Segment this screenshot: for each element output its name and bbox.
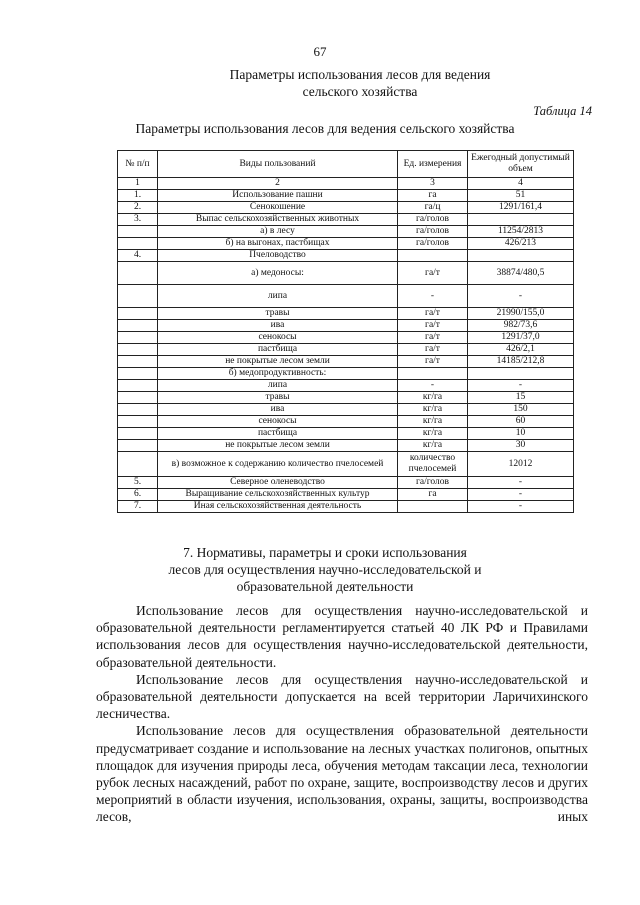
row-unit-cell: кг/га [398, 416, 468, 428]
table-row [118, 250, 574, 262]
table-row [118, 226, 574, 238]
row-volume-cell: 11254/2813 [468, 226, 574, 238]
row-volume-cell: - [468, 501, 574, 513]
row-kind-cell: липа [158, 380, 398, 392]
row-volume-cell: - [468, 380, 574, 392]
table-row [118, 262, 574, 285]
row-unit-cell: кг/га [398, 428, 468, 440]
row-volume-cell: 1291/37,0 [468, 332, 574, 344]
row-number-cell [118, 308, 158, 320]
table-row [118, 368, 574, 380]
table-row [118, 428, 574, 440]
row-number-cell: 5. [118, 477, 158, 489]
page-heading [190, 66, 530, 100]
row-unit-cell: - [398, 285, 468, 308]
row-volume-cell: 38874/480,5 [468, 262, 574, 285]
table-number-label: Таблица 14 [533, 104, 592, 118]
table-row [118, 190, 574, 202]
table-row [118, 320, 574, 332]
row-volume-cell: - [468, 477, 574, 489]
row-kind-cell: травы [158, 308, 398, 320]
row-number-cell [118, 452, 158, 477]
row-volume-cell: 426/213 [468, 238, 574, 250]
row-number-cell [118, 332, 158, 344]
paragraph-3: Использование лесов для осуществления образовательной деятельности предусматривает создание и использование на лесных участках полигонов, опытных площадок для изучения природы леса, обучения методам таксации леса, технологии рубок лесных насаждений, работ по охране, защите, воспроизводству лесов и других мероприятий в области изучения, использования, охраны, защиты, воспроизводства лесов, иных [96, 723, 588, 825]
row-number-cell: 4. [118, 250, 158, 262]
row-unit-cell: кг/га [398, 440, 468, 452]
header-unit: Ед. измерения [398, 151, 468, 178]
row-kind-cell: в) возможное к содержанию количество пчелосемей [158, 452, 398, 477]
row-number-cell: 1 [118, 178, 158, 190]
row-number-cell [118, 368, 158, 380]
row-number-cell [118, 226, 158, 238]
row-unit-cell: га/голов [398, 214, 468, 226]
table-row [118, 344, 574, 356]
row-unit-cell: га/ц [398, 202, 468, 214]
table-row [118, 308, 574, 320]
row-unit-cell: 3 [398, 178, 468, 190]
table-row [118, 501, 574, 513]
table-row [118, 285, 574, 308]
row-number-cell: 6. [118, 489, 158, 501]
table-row [118, 404, 574, 416]
row-unit-cell: га/т [398, 344, 468, 356]
row-kind-cell: Сенокошение [158, 202, 398, 214]
row-unit-cell: га/т [398, 332, 468, 344]
table-row [118, 477, 574, 489]
section-heading-line-3: образовательной деятельности [236, 579, 414, 594]
row-kind-cell: б) медопродуктивность: [158, 368, 398, 380]
table-row [118, 452, 574, 477]
section-heading-line-1: 7. Нормативы, параметры и сроки использования [183, 545, 467, 560]
row-volume-cell: 150 [468, 404, 574, 416]
row-kind-cell: ива [158, 320, 398, 332]
row-kind-cell: сенокосы [158, 416, 398, 428]
row-kind-cell: пастбища [158, 428, 398, 440]
row-kind-cell: травы [158, 392, 398, 404]
row-number-cell: 2. [118, 202, 158, 214]
row-kind-cell: Выпас сельскохозяйственных животных [158, 214, 398, 226]
row-number-cell [118, 404, 158, 416]
row-number-cell [118, 262, 158, 285]
row-volume-cell: 426/2,1 [468, 344, 574, 356]
row-unit-cell: кг/га [398, 392, 468, 404]
row-number-cell [118, 392, 158, 404]
row-volume-cell: 30 [468, 440, 574, 452]
table-row [118, 489, 574, 501]
row-number-cell [118, 440, 158, 452]
row-volume-cell: 15 [468, 392, 574, 404]
table-row [118, 440, 574, 452]
row-kind-cell: а) в лесу [158, 226, 398, 238]
row-volume-cell: - [468, 285, 574, 308]
row-kind-cell: не покрытые лесом земли [158, 356, 398, 368]
row-kind-cell: сенокосы [158, 332, 398, 344]
table-row [118, 356, 574, 368]
row-unit-cell: га/голов [398, 238, 468, 250]
row-unit-cell [398, 368, 468, 380]
row-volume-cell: - [468, 489, 574, 501]
row-unit-cell: га/т [398, 308, 468, 320]
row-unit-cell: га/т [398, 356, 468, 368]
table-body [118, 178, 574, 513]
row-unit-cell: га/т [398, 320, 468, 332]
table-caption: Параметры использования лесов для ведения сельского хозяйства [135, 121, 515, 136]
row-unit-cell [398, 250, 468, 262]
row-volume-cell [468, 368, 574, 380]
row-number-cell: 7. [118, 501, 158, 513]
row-kind-cell: а) медоносы: [158, 262, 398, 285]
row-kind-cell: Использование пашни [158, 190, 398, 202]
row-kind-cell: б) на выгонах, пастбищах [158, 238, 398, 250]
header-kind: Виды пользований [158, 151, 398, 178]
row-volume-cell: 12012 [468, 452, 574, 477]
row-volume-cell: 21990/155,0 [468, 308, 574, 320]
header-volume: Ежегодный допустимый объем [468, 151, 574, 178]
row-number-cell [118, 238, 158, 250]
row-kind-cell: липа [158, 285, 398, 308]
page-number: 67 [313, 44, 327, 59]
table-row [118, 214, 574, 226]
row-kind-cell: Северное оленеводство [158, 477, 398, 489]
row-number-cell [118, 320, 158, 332]
table-row [118, 380, 574, 392]
row-volume-cell [468, 250, 574, 262]
parameters-table [117, 150, 574, 513]
row-number-cell [118, 380, 158, 392]
row-kind-cell: Иная сельскохозяйственная деятельность [158, 501, 398, 513]
row-number-cell [118, 285, 158, 308]
body-text [96, 602, 588, 826]
table-row [118, 178, 574, 190]
row-number-cell [118, 356, 158, 368]
section-heading [90, 544, 560, 595]
row-volume-cell: 4 [468, 178, 574, 190]
row-volume-cell: 60 [468, 416, 574, 428]
page-heading-line-2: сельского хозяйства [302, 84, 418, 99]
row-volume-cell: 14185/212,8 [468, 356, 574, 368]
row-unit-cell: га/голов [398, 226, 468, 238]
row-volume-cell: 982/73,6 [468, 320, 574, 332]
row-unit-cell: количество пчелосемей [398, 452, 468, 477]
row-unit-cell: га/голов [398, 477, 468, 489]
table-row [118, 202, 574, 214]
row-volume-cell [468, 214, 574, 226]
row-kind-cell: не покрытые лесом земли [158, 440, 398, 452]
row-kind-cell: Выращивание сельскохозяйственных культур [158, 489, 398, 501]
table-row [118, 332, 574, 344]
section-heading-line-2: лесов для осуществления научно-исследовательской и [168, 562, 482, 577]
header-number: № п/п [118, 151, 158, 178]
row-unit-cell: кг/га [398, 404, 468, 416]
row-kind-cell: 2 [158, 178, 398, 190]
table-row [118, 416, 574, 428]
row-kind-cell: ива [158, 404, 398, 416]
paragraph-2: Использование лесов для осуществления научно-исследовательской и образовательной деятельности допускается на всей территории Ларичихинского лесничества. [96, 671, 588, 722]
row-volume-cell: 10 [468, 428, 574, 440]
row-kind-cell: пастбища [158, 344, 398, 356]
row-volume-cell: 1291/161,4 [468, 202, 574, 214]
table-header-row [118, 151, 574, 178]
row-unit-cell: - [398, 380, 468, 392]
page-heading-line-1: Параметры использования лесов для ведения [229, 67, 491, 82]
table-row [118, 238, 574, 250]
row-kind-cell: Пчеловодство [158, 250, 398, 262]
paragraph-1: Использование лесов для осуществления научно-исследовательской и образовательной деятельности регламентируется статьей 40 ЛК РФ и Правилами использования лесов для осуществления научно-исследовательской деятельности, образовательной деятельности. [96, 603, 588, 670]
row-unit-cell: га/т [398, 262, 468, 285]
row-unit-cell: га [398, 190, 468, 202]
table-row [118, 392, 574, 404]
row-number-cell [118, 344, 158, 356]
row-number-cell [118, 416, 158, 428]
row-number-cell: 3. [118, 214, 158, 226]
row-unit-cell: га [398, 489, 468, 501]
row-volume-cell: 51 [468, 190, 574, 202]
row-number-cell [118, 428, 158, 440]
row-number-cell: 1. [118, 190, 158, 202]
row-unit-cell [398, 501, 468, 513]
